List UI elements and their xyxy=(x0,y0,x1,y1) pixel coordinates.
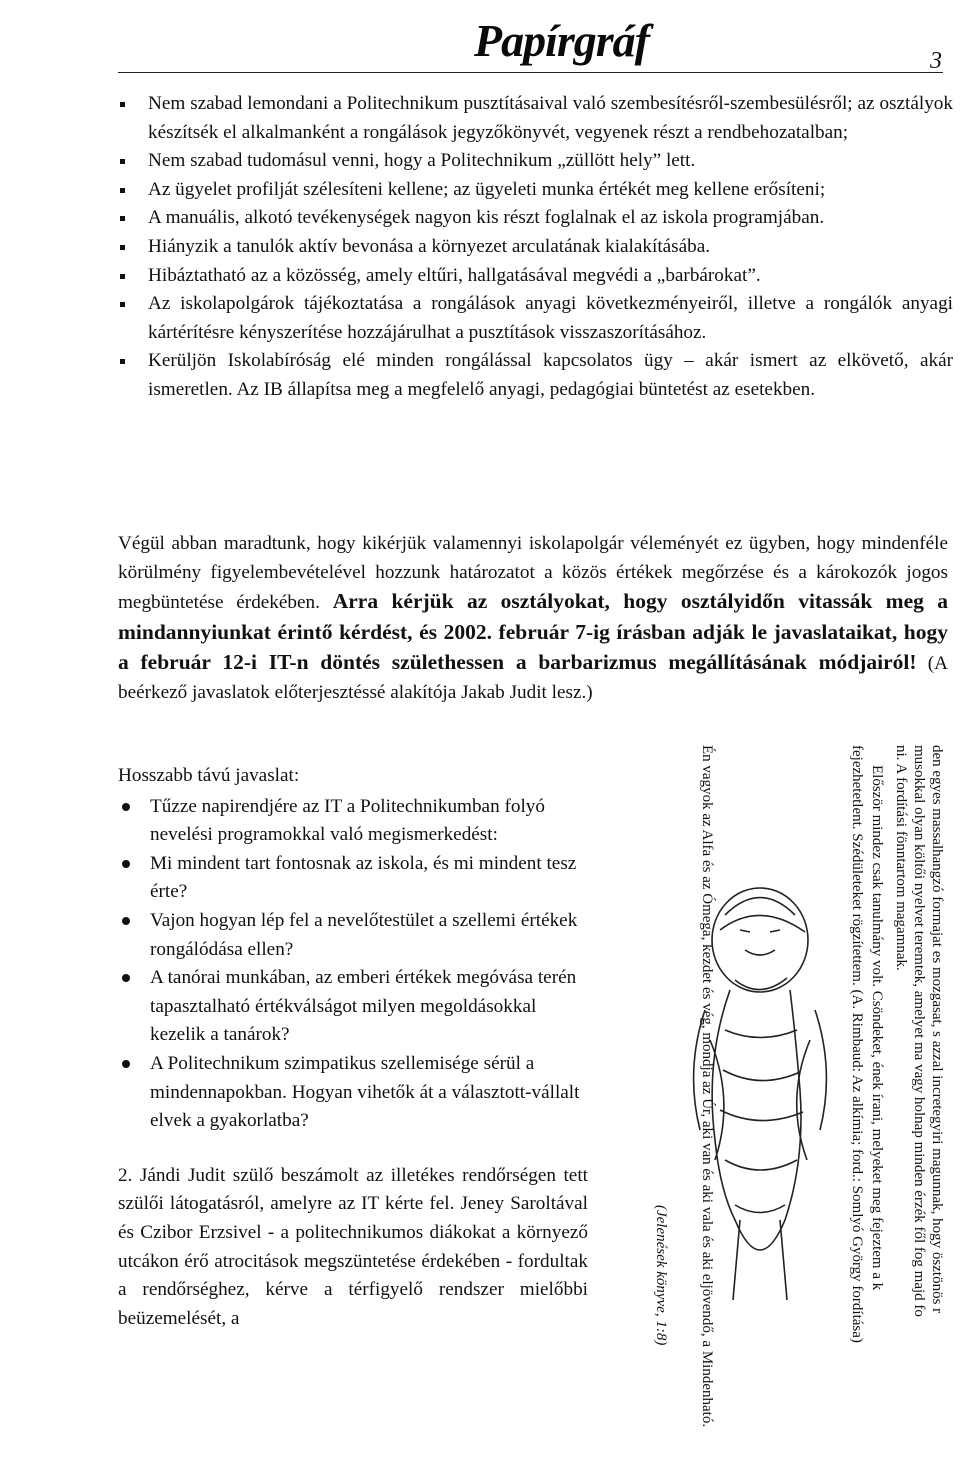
sidebar-line: musokkal olyan költői nyelvet teremtek, amelyet ma vagy holnap minden érzék fől fog majd fo xyxy=(911,745,927,1317)
paragraph-text-end: (A beérkező javaslatok előterjesztéssé alakítója Jakab Judit lesz.) xyxy=(118,653,948,703)
bullet-list xyxy=(118,90,953,405)
list-item: Hibáztatható az a közösség, amely eltűri, hallgatásával megvédi a „barbárokat”. xyxy=(118,262,953,291)
list-item: Az iskolapolgárok tájékoztatása a rongálások anyagi következményeiről, illetve a rongálók anyagi kártérítésre kényszerítése hozzájárulhat a pusztítások visszaszorításához. xyxy=(118,290,953,347)
sidebar-line: Én vagyok az Alfa és az Ómega, kezdet és vég, mondja az Úr, aki van és aki vala és aki eljövendő, a Mindenható. xyxy=(699,745,715,1428)
list-item: Az ügyelet profilját szélesíteni kellene; az ügyeleti munka értékét meg kellene erősíteni; xyxy=(118,176,953,205)
list-item: Tűzze napirendjére az IT a Politechnikumban folyó nevelési programokkal való megismerkedést: xyxy=(118,793,588,850)
list-item: Mi mindent tart fontosnak az iskola, és mi mindent tesz érte? xyxy=(118,850,588,907)
list-item: A manuális, alkotó tevékenységek nagyon kis részt foglalnak el az iskola programjában. xyxy=(118,204,953,233)
list-item: Nem szabad lemondani a Politechnikum pusztításaival való szembesítésről-szembesülésről; az osztályok készítsék el alkalmanként a rongálások jegyzőkönyvét, vegyenek részt a rendbehozatalban; xyxy=(118,90,953,147)
list-item: A tanórai munkában, az emberi értékek megóvása terén tapasztalható értékválságot milyen megoldásokkal kezelik a tanárok? xyxy=(118,964,588,1050)
list-item: Hiányzik a tanulók aktív bevonása a környezet arculatának kialakításába. xyxy=(118,233,953,262)
list-item: Kerüljön Iskolabíróság elé minden rongálással kapcsolatos ügy – akár ismert az elkövető, akár ismeretlen. Az IB állapítsa meg a megfelelő anyagi, pedagógiai büntetést az esetekben. xyxy=(118,347,953,404)
sidebar-line: ni. A fordítási fönntartom magamnak. xyxy=(893,745,909,971)
sidebar-caption: (Jelenések könyve, 1:8) xyxy=(653,1205,669,1346)
list-item: Nem szabad tudomásul venni, hogy a Politechnikum „züllött hely” lett. xyxy=(118,147,953,176)
sketch-figure-illustration xyxy=(665,860,845,1330)
paragraph-text: Végül abban maradtunk, hogy kikérjük valamennyi iskolapolgár véleményét ez ügyben, hogy mindenféle körülmény figyelembevételével hozzunk határozatot a közös értékek megőrzése és a károkozók jogos megbüntetése érdekében. xyxy=(118,533,948,614)
list-item: Vajon hogyan lép fel a nevelőtestület a szellemi értékek rongálódása ellen? xyxy=(118,907,588,964)
section-heading: Hosszabb távú javaslat: xyxy=(118,765,300,786)
paragraph-bold-text: Arra kérjük az osztályokat, hogy osztályidőn vitassák meg a mindannyiunkat érintő kérdést, és 2002. február 7-ig írásban adják le javaslataikat, hogy a február 12-i IT-n döntés születhessen a barbarizmus megállításának módjairól! xyxy=(118,589,948,675)
list-item: A Politechnikum szimpatikus szellemisége sérül a mindennapokban. Hogyan vihetők át a választott-vállalt elvek a gyakorlatba? xyxy=(118,1050,588,1136)
header-rule xyxy=(118,72,943,73)
sidebar-line: den egyes massalhangzó formajat es mozgasat, s azzal incretegyiri magunnak, hogy ösztönös r xyxy=(929,745,945,1314)
sidebar-line: Először mindez csak tanulmány volt. Csöndeket, ének írani, melyeket meg fejeztem a k xyxy=(869,765,885,1291)
report-paragraph: 2. Jándi Judit szülő beszámolt az illetékes rendőrségen tett szülői látogatásról, amelyre az IT kérte fel. Jeney Saroltával és Czibor Erzsivel - a politechnikumos diákokat a környező utcákon érő atrocitások megszüntetése érdekében - fordultak a rendőrséghez, kérve a térfigyelő rendszer mielőbbi beüzemelését, a xyxy=(118,1164,588,1329)
header-logo: Papírgráf xyxy=(474,15,649,66)
sidebar-line: fejezhetetlent. Szédületeket rögzítettem. (A. Rimbaud: Az alkímia; ford.: Somlyó György fordítása) xyxy=(849,745,865,1343)
conclusion-paragraph xyxy=(118,530,948,708)
long-term-section xyxy=(118,762,588,1352)
proposal-list xyxy=(118,793,588,1136)
page-number: 3 xyxy=(930,48,942,74)
